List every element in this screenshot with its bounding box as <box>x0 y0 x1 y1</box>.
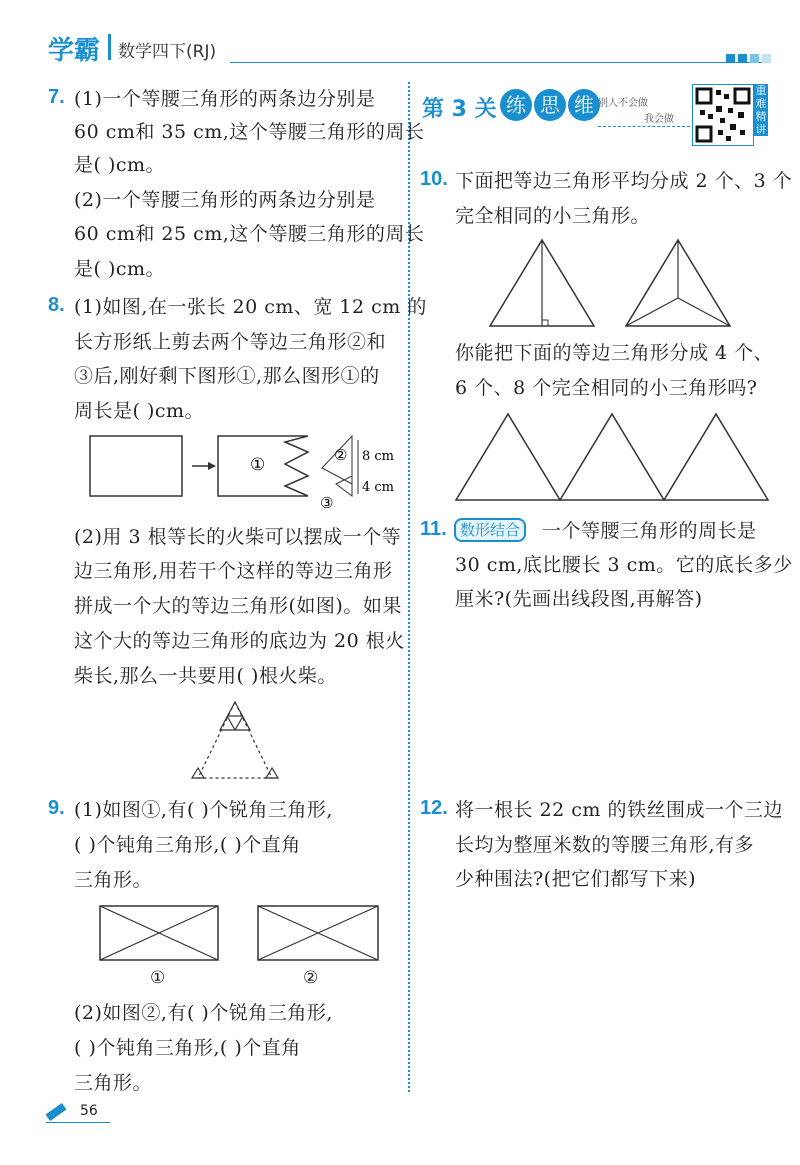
blank-triangles <box>454 410 770 504</box>
question-10-number: 10. <box>420 168 448 190</box>
q9-line: 三角形。 <box>74 1072 153 1094</box>
q9-line: ( )个钝角三角形,( )个直角 <box>74 1037 301 1059</box>
q8-line: 这个大的等边三角形的底边为 20 根火 <box>74 630 405 652</box>
number-shape-tag: 数形结合 <box>454 518 526 542</box>
figure-2 <box>258 906 378 960</box>
figure-1-caption: ① <box>150 968 166 988</box>
q10-line: 6 个、8 个完全相同的小三角形吗? <box>455 377 758 399</box>
original-rectangle <box>90 436 182 496</box>
example-triangles <box>486 236 732 330</box>
rectangle-figures <box>96 902 396 964</box>
q12-line: 将一根长 22 cm 的铁丝围成一个三边 <box>455 799 783 821</box>
blank-triangle-1 <box>456 414 560 500</box>
label-shape-1: ① <box>250 455 266 475</box>
level-char: 维 <box>568 89 600 121</box>
q9-line: ( )个钝角三角形,( )个直角 <box>74 834 301 856</box>
q7-line: 60 cm和 35 cm,这个等腰三角形的周长 <box>74 121 425 143</box>
q8-line: 长方形纸上剪去两个等边三角形②和 <box>74 331 387 353</box>
q8-line: (1)如图,在一张长 20 cm、宽 12 cm 的 <box>74 296 427 318</box>
triangle-split-2 <box>490 240 594 326</box>
level-note-rule <box>598 126 690 127</box>
footer-rule <box>46 1122 110 1123</box>
paper-cut-figure <box>80 428 410 518</box>
q8-line: 边三角形,用若干个这样的等边三角形 <box>74 560 393 582</box>
arrow-head <box>208 462 216 470</box>
question-8-number: 8. <box>48 294 65 316</box>
level-char: 思 <box>534 89 566 121</box>
question-12-number: 12. <box>420 797 448 819</box>
q7-line: (1)一个等腰三角形的两条边分别是 <box>74 88 376 110</box>
q11-line: 一个等腰三角形的周长是 <box>542 520 757 542</box>
blank-triangle-2 <box>560 414 664 500</box>
label-8cm: 8 cm <box>362 449 395 464</box>
q12-line: 长均为整厘米数的等腰三角形,有多 <box>455 834 755 856</box>
header-rule <box>230 62 770 63</box>
logo-divider <box>108 34 111 60</box>
q8-line: 周长是( )cm。 <box>74 400 205 422</box>
q7-line: 60 cm和 25 cm,这个等腰三角形的周长 <box>74 223 425 245</box>
label-4cm: 4 cm <box>362 480 395 495</box>
q8-line: 柴长,那么一共要用( )根火柴。 <box>74 665 337 687</box>
level-title <box>500 89 602 121</box>
q10-line: 你能把下面的等边三角形分成 4 个、 <box>455 342 774 364</box>
figure-2-caption: ② <box>303 968 319 988</box>
qr-code-icon[interactable] <box>692 84 754 146</box>
cut-triangle-3 <box>336 476 352 496</box>
q9-line: (1)如图①,有( )个锐角三角形, <box>74 799 333 821</box>
question-11-number: 11. <box>420 518 447 540</box>
q11-line: 厘米?(先画出线段图,再解答) <box>455 588 703 610</box>
q11-line: 30 cm,底比腰长 3 cm。它的底长多少 <box>455 554 793 576</box>
q7-line: (2)一个等腰三角形的两条边分别是 <box>74 189 376 211</box>
level-char: 练 <box>500 89 532 121</box>
q12-line: 少种围法?(把它们都写下来) <box>455 868 697 890</box>
pencil-icon <box>46 1103 67 1121</box>
q9-line: 三角形。 <box>74 869 153 891</box>
blank-triangle-3 <box>664 414 768 500</box>
label-shape-2: ② <box>334 446 348 464</box>
question-7-number: 7. <box>48 86 65 108</box>
label-shape-3: ③ <box>320 494 334 512</box>
page-number: 56 <box>80 1103 98 1119</box>
book-subtitle: 数学四下(RJ) <box>118 42 217 62</box>
triangle-split-3 <box>626 240 730 326</box>
level-prefix: 第 3 关 <box>422 97 497 122</box>
q8-line: 拼成一个大的等边三角形(如图)。如果 <box>74 595 402 617</box>
q7-line: 是( )cm。 <box>74 258 166 280</box>
level-note-bottom: 我会做 <box>644 114 674 125</box>
q9-line: (2)如图②,有( )个锐角三角形, <box>74 1002 333 1024</box>
figure-1 <box>100 906 218 960</box>
q10-line: 完全相同的小三角形。 <box>455 205 651 227</box>
matchstick-triangle-figure <box>180 698 290 788</box>
brand-logo: 学霸 <box>48 36 101 66</box>
qr-side-label: 重 难 精 讲 <box>755 84 767 136</box>
q7-line: 是( )cm。 <box>74 154 166 176</box>
header-decoration <box>726 48 771 67</box>
q10-line: 下面把等边三角形平均分成 2 个、3 个 <box>455 170 793 192</box>
q8-line: ③后,刚好剩下图形①,那么图形①的 <box>74 365 380 387</box>
level-note-top: 别人不会做 <box>598 98 648 109</box>
q8-line: (2)用 3 根等长的火柴可以摆成一个等 <box>74 526 402 548</box>
question-9-number: 9. <box>48 797 65 819</box>
